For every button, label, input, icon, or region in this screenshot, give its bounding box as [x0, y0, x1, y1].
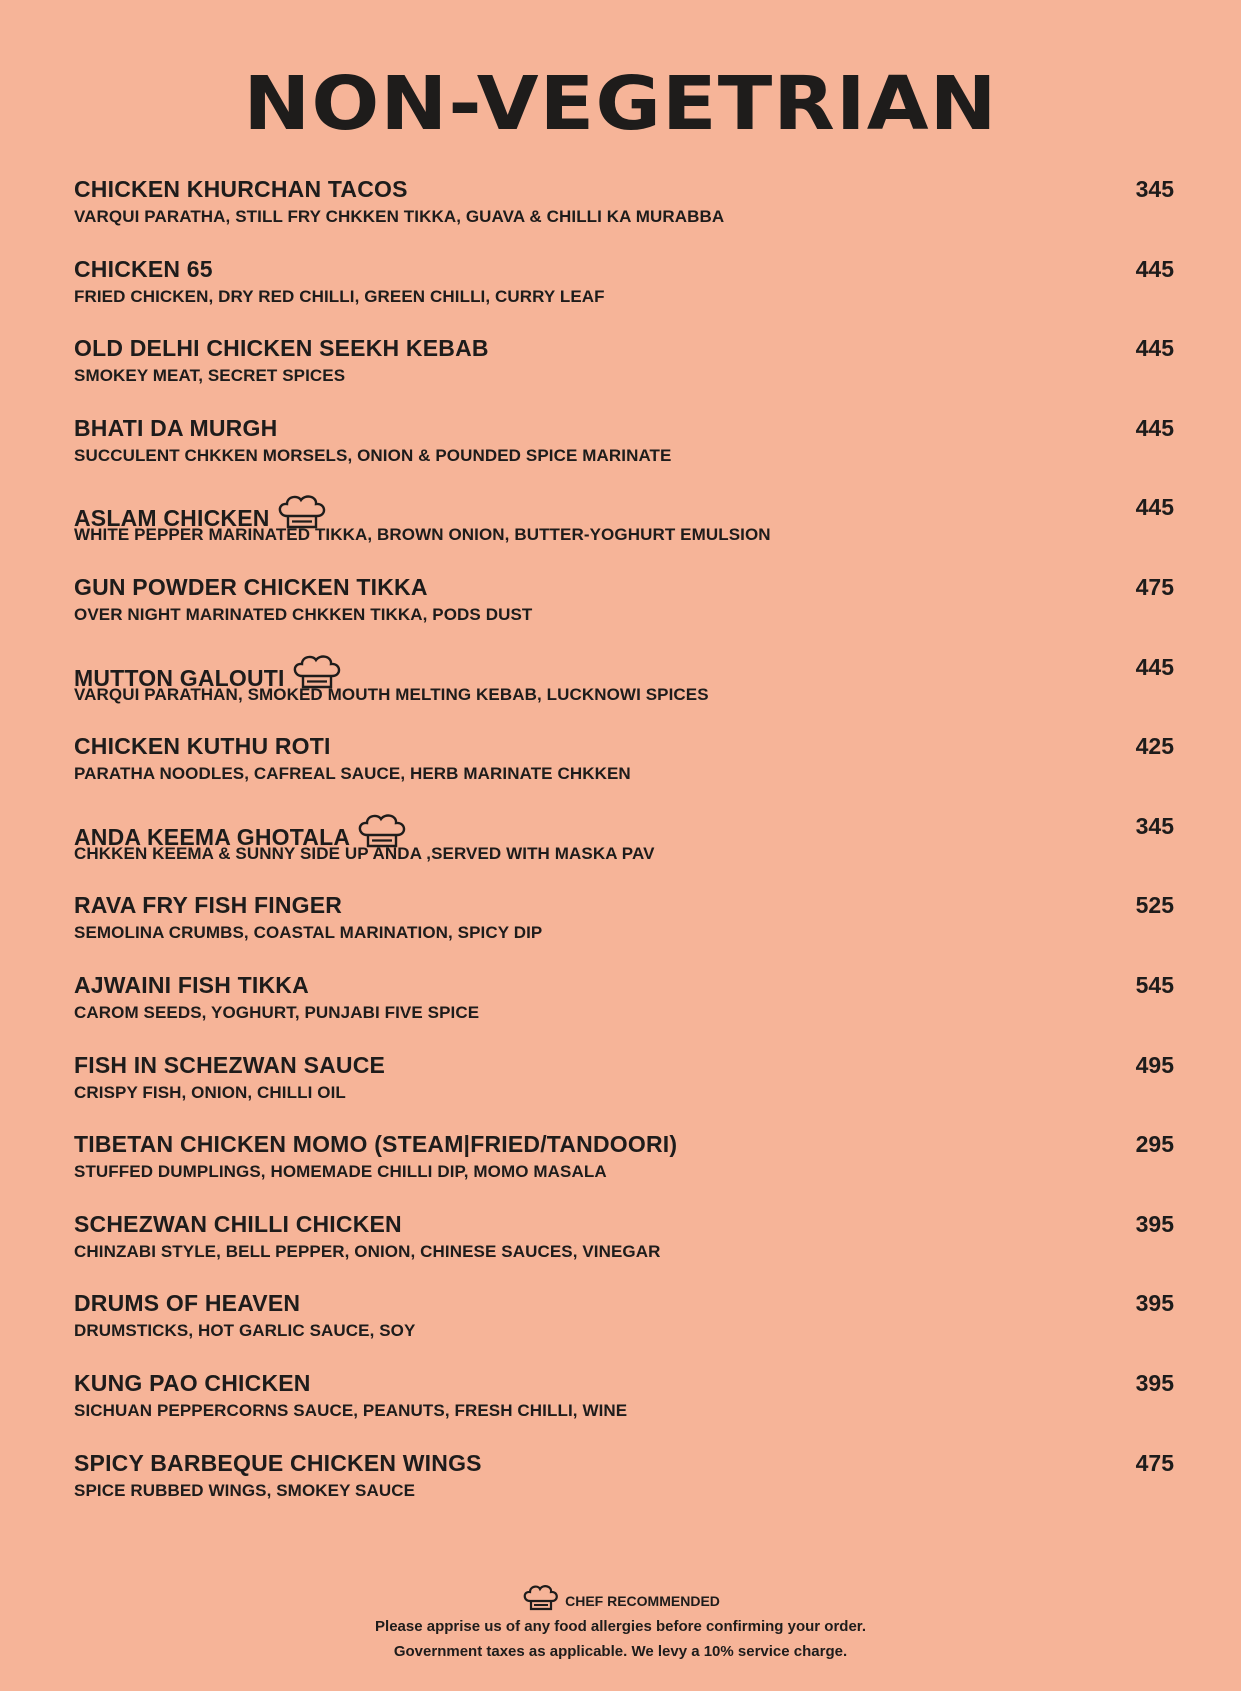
- menu-item-description: VARQUI PARATHA, STILL FRY CHKKEN TIKKA, GUAVA & CHILLI KA MURABBA: [74, 207, 725, 226]
- menu-item-description: SEMOLINA CRUMBS, COASTAL MARINATION, SPICY DIP: [74, 923, 543, 943]
- menu-item-description: STUFFED DUMPLINGS, HOMEMADE CHILLI DIP, MOMO MASALA: [74, 1162, 607, 1182]
- menu-item-name-text: MUTTON GALOUTI: [74, 664, 285, 691]
- menu-item-name-text: CHICKEN KUTHU ROTI: [74, 733, 331, 760]
- menu-item: [74, 1290, 1174, 1370]
- menu-item-price: 395: [1135, 1369, 1174, 1396]
- menu-item-name-text: GUN POWDER CHICKEN TIKKA: [74, 573, 428, 600]
- page-title: NON-VEGETRIAN: [243, 61, 998, 147]
- menu-item-name: [74, 972, 309, 998]
- tax-note: Government taxes as applicable. We levy a 10% service charge.: [393, 1643, 848, 1660]
- menu-item: [74, 1370, 1174, 1450]
- menu-item-price: 475: [1135, 573, 1174, 600]
- menu-item-name: [74, 1211, 402, 1237]
- menu-item-name-text: CHICKEN 65: [74, 255, 213, 282]
- menu-item: [74, 1131, 1174, 1211]
- menu-item-description: DRUMSTICKS, HOT GARLIC SAUCE, SOY: [74, 1321, 416, 1341]
- menu-item-name: [74, 1450, 482, 1476]
- menu-item: [74, 654, 1174, 734]
- menu-item-price: 425: [1135, 733, 1174, 760]
- menu-item-price: 445: [1135, 494, 1174, 521]
- menu-item-description: WHITE PEPPER MARINATED TIKKA, BROWN ONION, BUTTER-YOGHURT EMULSION: [74, 525, 771, 545]
- menu-item-description: SICHUAN PEPPERCORNS SAUCE, PEANUTS, FRESH CHILLI, WINE: [74, 1400, 628, 1420]
- menu-item-name: [74, 1052, 385, 1078]
- chef-legend: [0, 1584, 1241, 1614]
- menu-item-name-text: FISH IN SCHEZWAN SAUCE: [74, 1051, 386, 1078]
- menu-item-price: 345: [1135, 176, 1174, 202]
- menu-item-name: [74, 256, 213, 282]
- menu-item: [74, 574, 1174, 654]
- menu-item-price: 445: [1135, 255, 1174, 282]
- menu-item-price: 475: [1135, 1449, 1174, 1476]
- menu-item-name-text: CHICKEN KHURCHAN TACOS: [74, 176, 408, 202]
- menu-item-name: [74, 1290, 300, 1316]
- menu-item-name: [74, 892, 342, 918]
- menu-item-description: FRIED CHICKEN, DRY RED CHILLI, GREEN CHILLI, CURRY LEAF: [74, 286, 605, 306]
- menu-item: [74, 1450, 1174, 1530]
- menu-footer: [0, 1584, 1241, 1664]
- menu-item: [74, 176, 1174, 256]
- menu-item-description: OVER NIGHT MARINATED CHKKEN TIKKA, PODS DUST: [74, 604, 533, 624]
- menu-item-price: 445: [1135, 414, 1174, 441]
- menu-item: [74, 256, 1174, 336]
- menu-item-price: 545: [1135, 971, 1174, 998]
- menu-item-name-text: ASLAM CHICKEN: [74, 505, 270, 532]
- menu-item-name-text: BHATI DA MURGH: [74, 414, 278, 441]
- chef-legend-label: CHEF RECOMMENDED: [565, 1593, 720, 1609]
- menu-item-price: 495: [1135, 1051, 1174, 1078]
- menu-item-name: [74, 1131, 677, 1157]
- allergy-note: Please apprise us of any food allergies before confirming your order.: [375, 1618, 866, 1635]
- menu-item: [74, 733, 1174, 813]
- menu-item: [74, 892, 1174, 972]
- menu-item-name-text: SCHEZWAN CHILLI CHICKEN: [74, 1210, 402, 1237]
- menu-item-name: [74, 415, 277, 441]
- menu-item: [74, 1211, 1174, 1291]
- menu-item: [74, 494, 1174, 574]
- menu-item-description: CHKKEN KEEMA & SUNNY SIDE UP ANDA ,SERVED WITH MASKA PAV: [74, 843, 655, 863]
- menu-item-price: 345: [1135, 812, 1174, 839]
- menu-item: [74, 1052, 1174, 1132]
- menu-item: [74, 335, 1174, 415]
- menu-item-name-text: DRUMS OF HEAVEN: [74, 1290, 301, 1317]
- menu-item-description: VARQUI PARATHAN, SMOKED MOUTH MELTING KEBAB, LUCKNOWI SPICES: [74, 684, 709, 704]
- menu-item-name-text: AJWAINI FISH TIKKA: [74, 971, 309, 998]
- chef-hat-icon: [521, 1584, 561, 1612]
- menu-item-name: [74, 176, 408, 202]
- menu-item-description: SMOKEY MEAT, SECRET SPICES: [74, 366, 346, 386]
- menu-item-name: [74, 733, 331, 759]
- menu-item-name-text: ANDA KEEMA GHOTALA: [74, 823, 351, 850]
- menu-item-name-text: KUNG PAO CHICKEN: [74, 1369, 311, 1396]
- menu-item-price: 445: [1135, 653, 1174, 680]
- menu-item-price: 395: [1135, 1210, 1174, 1237]
- menu-item-name: [74, 1370, 311, 1396]
- menu-item-price: 295: [1135, 1131, 1174, 1158]
- menu-item-description: CRISPY FISH, ONION, CHILLI OIL: [74, 1082, 346, 1102]
- menu-item-description: SUCCULENT CHKKEN MORSELS, ONION & POUNDED SPICE MARINATE: [74, 445, 672, 465]
- menu-item: [74, 813, 1174, 893]
- menu-item-name-text: OLD DELHI CHICKEN SEEKH KEBAB: [74, 335, 489, 362]
- menu-item-description: CHINZABI STYLE, BELL PEPPER, ONION, CHINESE SAUCES, VINEGAR: [74, 1241, 661, 1261]
- menu-item-name-text: TIBETAN CHICKEN MOMO (STEAM|FRIED/TANDOORI): [74, 1131, 678, 1158]
- menu-item-description: CAROM SEEDS, YOGHURT, PUNJABI FIVE SPICE: [74, 1002, 480, 1022]
- menu-item: [74, 415, 1174, 495]
- menu-item-price: 395: [1135, 1290, 1174, 1317]
- menu-item-price: 445: [1135, 335, 1174, 362]
- menu-item-name-text: SPICY BARBEQUE CHICKEN WINGS: [74, 1449, 482, 1476]
- menu-item-name: [74, 335, 489, 361]
- menu-item-name-text: RAVA FRY FISH FINGER: [74, 892, 343, 919]
- menu-item-price: 525: [1135, 892, 1174, 919]
- menu-item-description: SPICE RUBBED WINGS, SMOKEY SAUCE: [74, 1480, 416, 1500]
- menu-item-description: PARATHA NOODLES, CAFREAL SAUCE, HERB MARINATE CHKKEN: [74, 764, 631, 784]
- menu-item-name: [74, 574, 428, 600]
- menu-items: [74, 176, 1174, 1529]
- menu-item: [74, 972, 1174, 1052]
